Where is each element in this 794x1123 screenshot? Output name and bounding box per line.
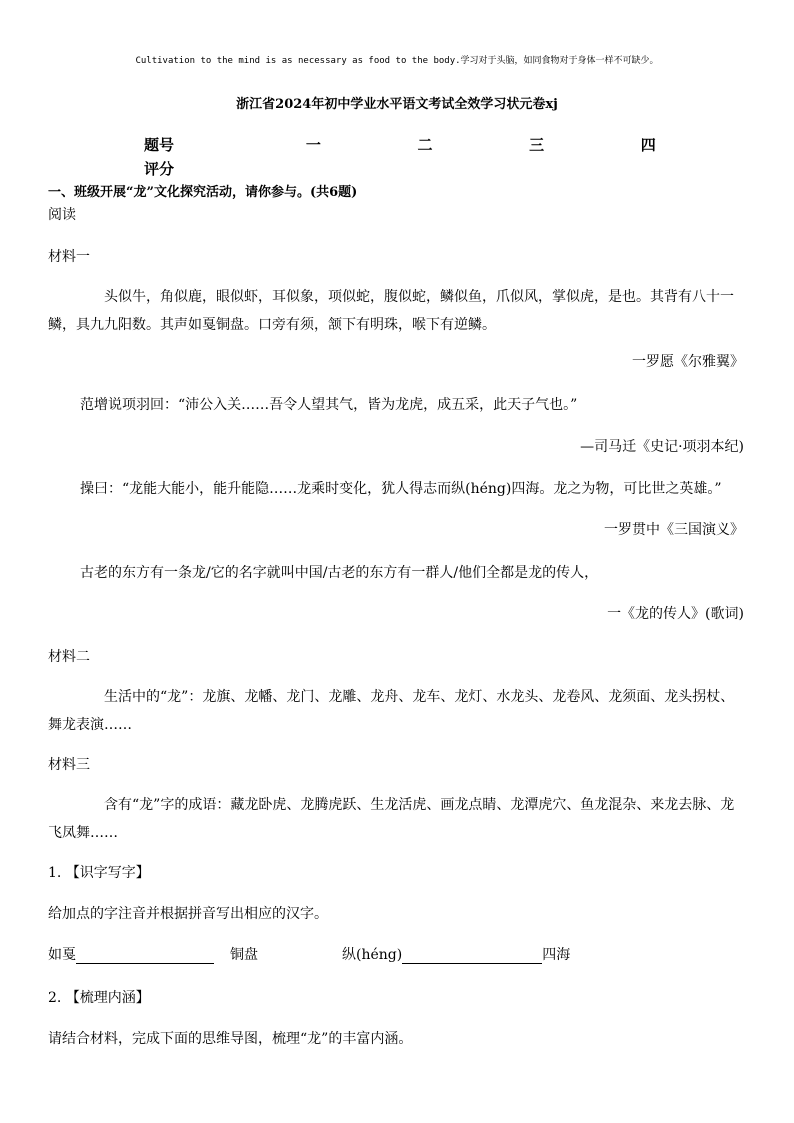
quote-xiangyu: 范增说项羽回：“沛公入关……吾令人望其气，皆为龙虎，成五采，此天子气也。” xyxy=(80,397,578,413)
material3-label: 材料三 xyxy=(48,757,90,773)
score-column-4: 四 xyxy=(640,135,656,154)
q1-instruction: 给加点的字注音并根据拼音写出相应的汉字。 xyxy=(48,906,328,922)
section-title: 一、班级开展“龙”文化探究活动，请你参与。(共6题) xyxy=(48,185,358,200)
header-motto: Cultivation to the mind is as necessary as food to the body.学习对于头脑，如同食物对于身体一样不可缺少。 xyxy=(135,56,659,66)
material1-text: 头似牛，角似鹿，眼似虾，耳似象，项似蛇，腹似蛇，鳞似鱼，爪似风，掌似虎，是也。其背有八十一鳞，具九九阳数。其声如戛铜盘。口旁有须，颔下有明珠，喉下有逆鳞。 xyxy=(48,289,734,333)
quote-song: 古老的东方有一条龙/它的名字就叫中国/古老的东方有一群人/他们全都是龙的传人， xyxy=(80,565,599,581)
score-column-1: 一 xyxy=(305,135,321,154)
q1-item1-suffix: 铜盘 xyxy=(230,947,258,963)
q1-answer-blank-1[interactable] xyxy=(76,949,214,964)
q1-item2-prefix: 纵(héng) xyxy=(342,947,403,963)
q1-item1-prefix: 如戛 xyxy=(48,947,76,963)
score-table xyxy=(144,132,704,180)
score-row-label: 评分 xyxy=(144,159,175,178)
score-row-label: 题号 xyxy=(144,135,175,154)
material1-label: 材料一 xyxy=(48,249,90,265)
q2-title: 2. 【梳理内涵】 xyxy=(48,990,150,1006)
quote-caocao: 操曰：“龙能大能小，能升能隐……龙乘时变化，犹人得志而纵(héng)四海。龙之为物，可比世之英雄。” xyxy=(80,481,722,497)
quote-xiangyu-source: —司马迁《史记·项羽本纪) xyxy=(580,439,744,455)
q1-answer-blank-2[interactable] xyxy=(402,949,542,964)
q1-title: 1. 【识字写字】 xyxy=(48,865,150,881)
score-column-3: 三 xyxy=(529,135,545,154)
quote-song-source: 一《龙的传人》(歌词) xyxy=(607,606,744,622)
score-row-score xyxy=(144,156,704,180)
material2-label: 材料二 xyxy=(48,649,90,665)
material2-text: 生活中的“龙”：龙旗、龙幡、龙门、龙雕、龙舟、龙车、龙灯、水龙头、龙卷风、龙须面、龙头拐杖、舞龙表演…… xyxy=(48,689,735,733)
q2-instruction: 请结合材料，完成下面的思维导图，梳理“龙”的丰富内涵。 xyxy=(48,1031,413,1047)
quote-caocao-source: 一罗贯中《三国演义》 xyxy=(604,522,744,538)
document-title: 浙江省2024年初中学业水平语文考试全效学习状元卷xj xyxy=(236,97,558,112)
score-row-number xyxy=(144,132,704,156)
material3-text: 含有“龙”字的成语：藏龙卧虎、龙腾虎跃、生龙活虎、画龙点睛、龙潭虎穴、鱼龙混杂、来龙去脉、龙飞凤舞…… xyxy=(48,797,735,841)
q1-item2-suffix: 四海 xyxy=(542,947,571,963)
read-label: 阅读 xyxy=(48,207,76,223)
material1-source: 一罗愿《尔雅翼》 xyxy=(632,354,744,370)
q1-fill-row xyxy=(48,944,570,964)
score-column-2: 二 xyxy=(417,135,433,154)
